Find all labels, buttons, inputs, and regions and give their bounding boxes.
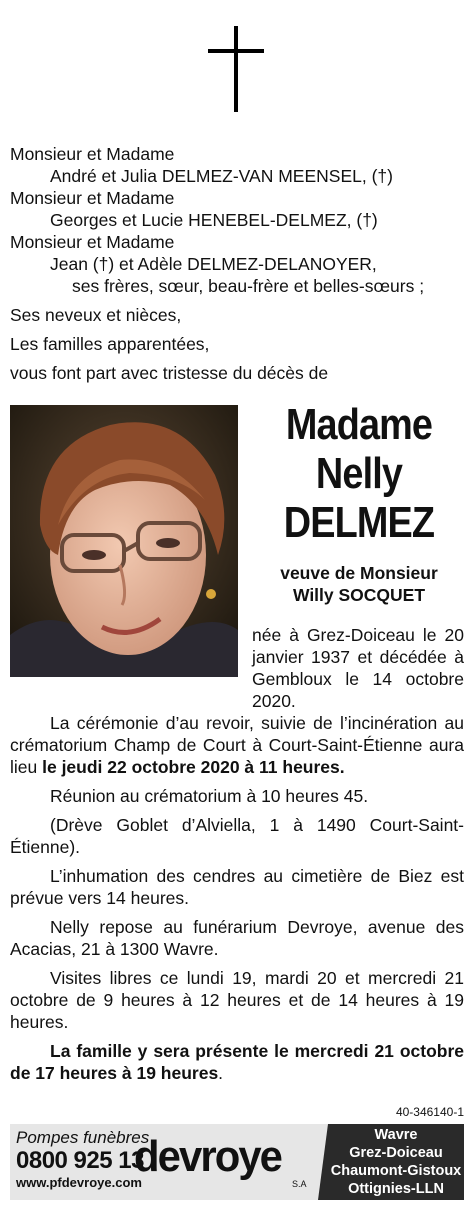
location-item: Ottignies-LLN (348, 1181, 444, 1197)
devroye-logo: devroye (134, 1132, 282, 1181)
location-item: Chaumont-Gistoux (330, 1163, 462, 1179)
deceased-last-name: DELMEZ (283, 498, 435, 547)
family-line: ses frères, sœur, beau-frère et belles-sœurs ; (72, 276, 425, 296)
deceased-title: Madame (285, 400, 433, 449)
cross-icon (208, 26, 264, 112)
phone-number: 0800 925 13 (16, 1147, 144, 1174)
deceased-name (265, 400, 452, 547)
family-line: Monsieur et Madame (10, 144, 175, 164)
meeting-paragraph: Réunion au crématorium à 10 heures 45. (50, 786, 369, 806)
portrait-photo (10, 405, 238, 677)
visits-paragraph: Visites libres ce lundi 19, mardi 20 et mercredi 21 octobre de 9 heures à 12 heures et de 14 heures à 19 heures. (10, 968, 464, 1032)
family-line: Ses neveux et nièces, (10, 305, 182, 325)
website-link[interactable]: www.pfdevroye.com (16, 1175, 142, 1190)
ceremony-date: le jeudi 22 octobre 2020 à 11 heures. (42, 757, 345, 777)
widow-of (250, 562, 468, 606)
location-item: Grez-Doiceau (349, 1145, 443, 1161)
family-line: André et Julia DELMEZ-VAN MEENSEL, (†) (50, 166, 393, 186)
burial-paragraph: L’inhumation des cendres au cimetière de Biez est prévue vers 14 heures. (10, 866, 464, 908)
family-line: vous font part avec tristesse du décès de (10, 363, 329, 383)
sa-label: S.A (292, 1179, 307, 1189)
birth-info (252, 624, 464, 712)
ceremony-paragraph: La cérémonie d’au revoir, suivie de l’incinération au crématorium Champ de Court à Court-Saint-Étienne aura lieu le jeudi 22 octobre 2020 à 11 heures. (10, 713, 464, 777)
deceased-first-name: Nelly (315, 449, 403, 498)
announcement-body (10, 712, 464, 1091)
family-line: Les familles apparentées, (10, 334, 210, 354)
pompes-funebres-label: Pompes funèbres (16, 1128, 150, 1147)
widow-line: veuve de Monsieur (280, 563, 438, 583)
funeral-home-banner (10, 1124, 464, 1200)
birth-text: née à Grez-Doiceau le 20 janvier 1937 et décédée à Gembloux le 14 octobre 2020. (252, 625, 464, 711)
location-item: Wavre (374, 1127, 418, 1143)
funeral-home-paragraph: Nelly repose au funérarium Devroye, avenue des Acacias, 21 à 1300 Wavre. (10, 917, 464, 959)
family-line: Monsieur et Madame (10, 232, 175, 252)
address-paragraph: (Drève Goblet d’Alviella, 1 à 1490 Court-Saint-Étienne). (10, 815, 464, 857)
family-line: Monsieur et Madame (10, 188, 175, 208)
widow-line: Willy SOCQUET (292, 585, 426, 605)
family-line: Jean (†) et Adèle DELMEZ-DELANOYER, (50, 254, 377, 274)
reference-number: 40-346140-1 (395, 1105, 464, 1119)
locations-list (328, 1126, 464, 1198)
family-present-paragraph: La famille y sera présente le mercredi 21 octobre de 17 heures à 19 heures. (10, 1041, 464, 1083)
family-list (10, 143, 468, 384)
family-line: Georges et Lucie HENEBEL-DELMEZ, (†) (50, 210, 378, 230)
